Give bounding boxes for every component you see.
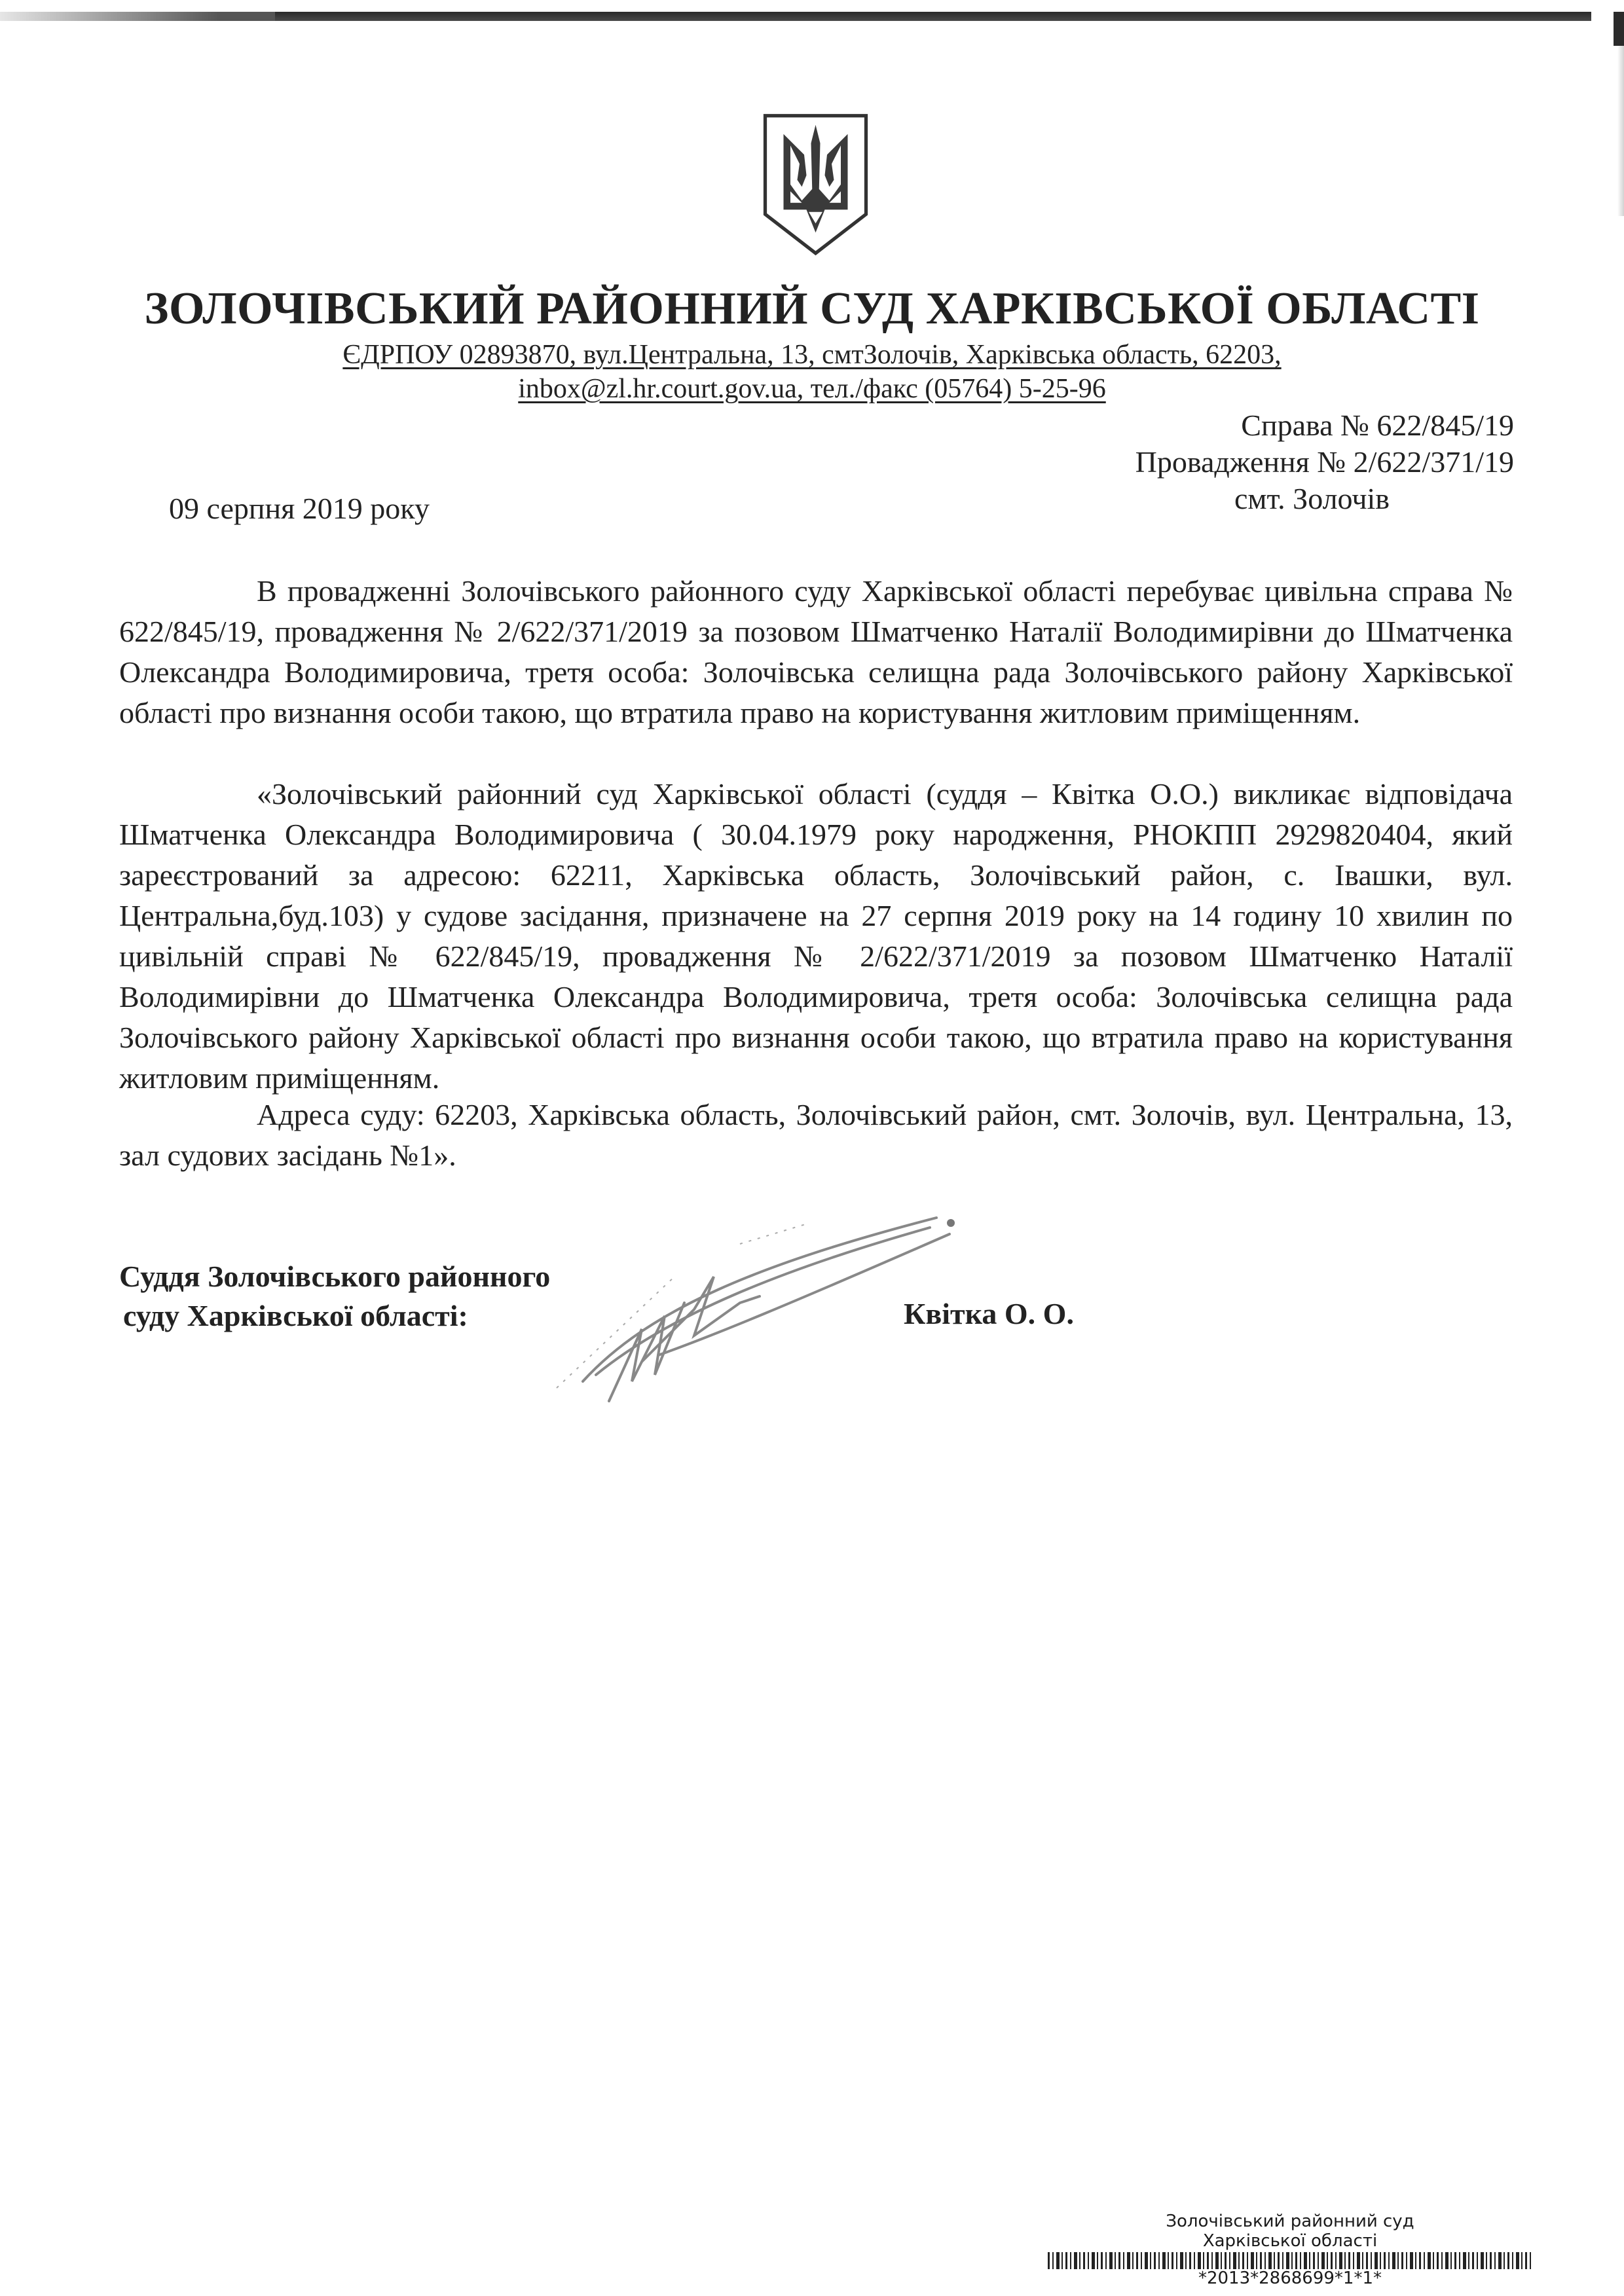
judge-title [119, 1257, 550, 1336]
court-title: ЗОЛОЧІВСЬКИЙ РАЙОННИЙ СУД ХАРКІВСЬКОЇ ОБЛАСТІ [144, 283, 1480, 334]
body-paragraph-1 [119, 571, 1513, 733]
judge-title-line-1: Суддя Золочівського районного [119, 1260, 551, 1293]
scan-edge-right [1614, 12, 1624, 46]
proceeding-number: Провадження № 2/622/371/19 [1135, 445, 1514, 479]
scan-shadow-right [1617, 46, 1624, 216]
paragraph-text: В провадженні Золочівського районного суду Харківської області перебуває цивільна справа № 622/845/19, провадження № 2/622/371/2019 за позовом Шматченко Наталії Володимирівни до Шматченка Олександра Володимировича, третя особа: Золочівська селищна рада Золочівського району Харківської області про визнання особи такою, що втратила право на користування житловим приміщенням. [119, 574, 1513, 729]
body-paragraph-3 [119, 1095, 1513, 1176]
requisites-line-2: inbox@zl.hr.court.gov.ua, тел./факс (05764) 5-25-96 [518, 374, 1106, 404]
scan-edge-top [0, 12, 1591, 21]
document-date: 09 серпня 2019 року [169, 492, 430, 525]
court-requisites-address [0, 339, 1624, 371]
paragraph-text: Адреса суду: 62203, Харківська область, Золочівський район, смт. Золочів, вул. Центральна, 13, зал судових засідань №1». [119, 1098, 1513, 1172]
registry-stamp [1022, 2212, 1559, 2287]
requisites-line-1: ЄДРПОУ 02893870, вул.Центральна, 13, смтЗолочів, Харківська область, 62203, [342, 340, 1282, 370]
stamp-line-2: Харківської області [1202, 2231, 1378, 2251]
judge-title-line-2: суду Харківської області: [123, 1299, 468, 1332]
barcode-number: *2013*2868699*1*1* [1198, 2269, 1382, 2288]
case-info-block [1135, 407, 1514, 517]
judge-name: Квітка О. О. [904, 1297, 1074, 1330]
trident-coat-of-arms-icon [758, 108, 873, 259]
case-place: смт. Золочів [1234, 482, 1390, 515]
body-paragraph-2 [119, 774, 1513, 1099]
paragraph-text: «Золочівський районний суд Харківської області (суддя – Квітка О.О.) викликає відповідача Шматченка Олександра Володимировича ( 30.04.1979 року народження, РНОКПП 2929820404, який зареєстрований за адресою: 62211, Харківська область, Золочівський район, с. Івашки, вул. Центральна,буд.103) у судове засідання, призначене на 27 серпня 2019 року на 14 годину 10 хвилин по цивільній справі № 622/845/19, провадження № 2/622/371/2019 за позовом Шматченко Наталії Володимирівни до Шматченка Олександра Володимировича, третя особа: Золочівська селищна рада Золочівського району Харківської області про визнання особи такою, що втратила право на користування житловим приміщенням. [119, 777, 1513, 1095]
barcode-icon [1048, 2252, 1532, 2269]
stamp-line-1: Золочівський районний суд [1166, 2212, 1414, 2231]
case-number: Справа № 622/845/19 [1241, 409, 1514, 442]
court-requisites-contacts [0, 373, 1624, 405]
